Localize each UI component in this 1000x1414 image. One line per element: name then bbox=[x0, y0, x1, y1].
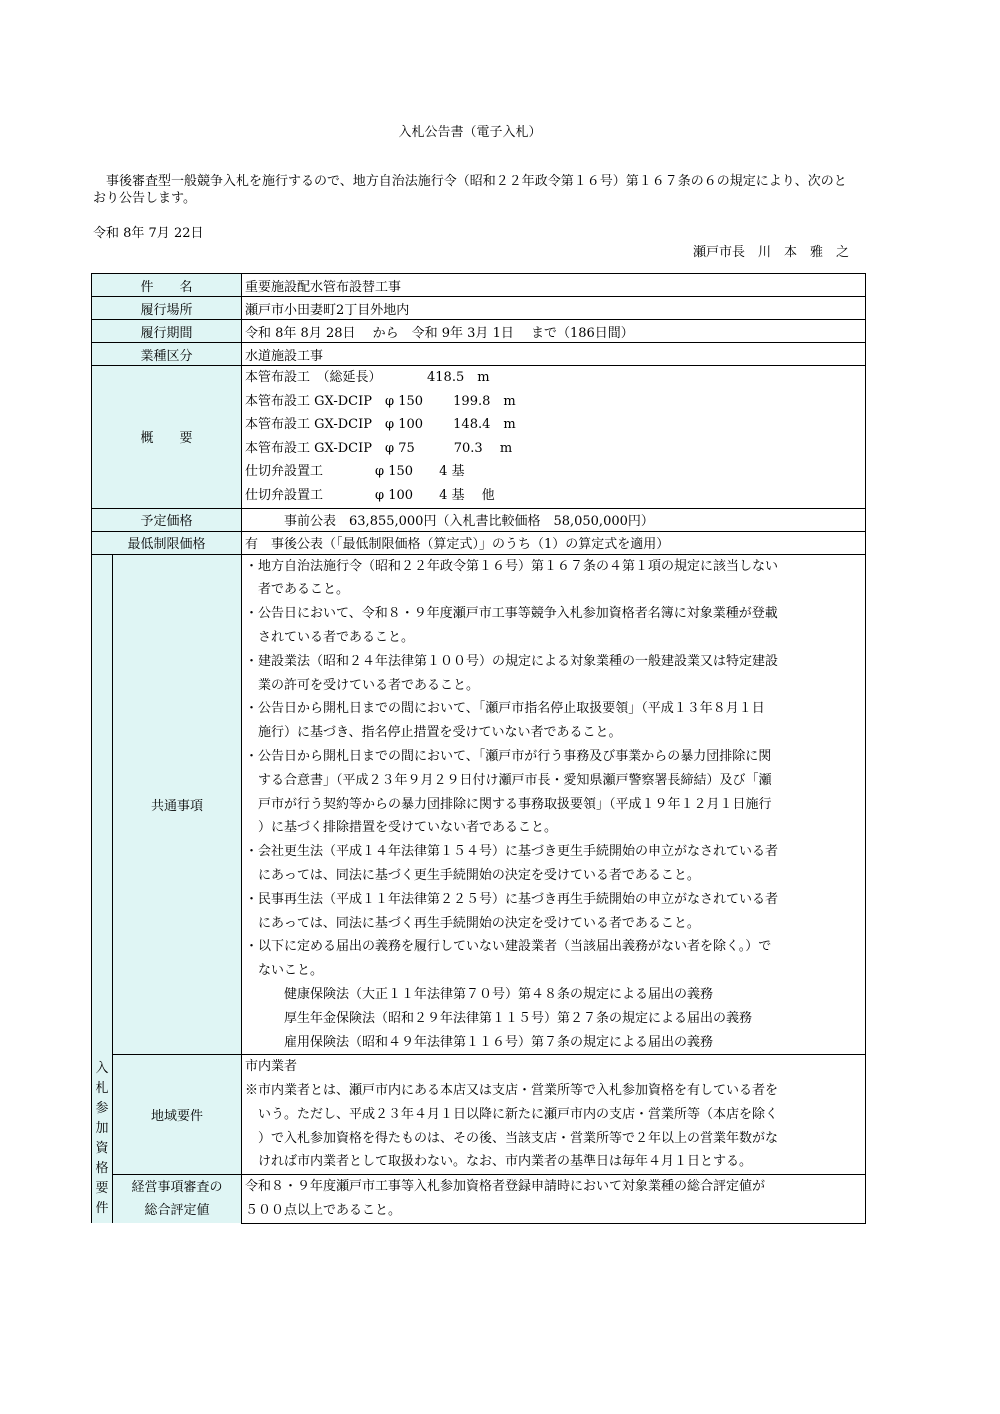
common-line: ・会社更生法（平成１４年法律第１５４号）に基づき更生手続開始の申立がなされている者 bbox=[245, 844, 779, 860]
row-period bbox=[92, 320, 866, 343]
common-line: ・建設業法（昭和２４年法律第１００号）の規定による対象業種の一般建設業又は特定建設 bbox=[245, 653, 779, 669]
common-line: にあっては、同法に基づく更生手続開始の決定を受けている者であること。 bbox=[245, 867, 700, 883]
region-line: ければ市内業者として取扱わない。なお、市内業者の基準日は毎年４月１日とする。 bbox=[245, 1154, 753, 1170]
row-overview bbox=[92, 366, 866, 509]
region-line: いう。ただし、平成２３年４月１日以降に新たに瀬戸市内の支店・営業所等（本店を除く bbox=[245, 1106, 779, 1122]
evaluation-line: 令和８・９年度瀬戸市工事等入札参加資格者登録申請時において対象業種の総合評定値が bbox=[245, 1179, 766, 1195]
overview-line: 本管布設工 GX-DCIP φ 100 148.4 m bbox=[245, 417, 516, 433]
region-label: 地域要件 bbox=[113, 1055, 242, 1175]
evaluation-value bbox=[242, 1175, 866, 1224]
row-place bbox=[92, 297, 866, 320]
overview-label: 概 要 bbox=[92, 366, 242, 509]
overview-line: 本管布設工 GX-DCIP φ 150 199.8 m bbox=[245, 393, 516, 409]
row-region-requirements bbox=[92, 1055, 866, 1175]
issuer-name: 瀬戸市長 川 本 雅 之 bbox=[693, 245, 850, 260]
row-price bbox=[92, 508, 866, 531]
qualification-label-text: 入札参加資格要件 bbox=[95, 1061, 109, 1217]
price-label: 予定価格 bbox=[92, 508, 242, 531]
period-label: 履行期間 bbox=[92, 320, 242, 343]
common-line: 雇用保険法（昭和４９年法律第１１６号）第７条の規定による届出の義務 bbox=[245, 1034, 714, 1050]
common-line: 施行）に基づき、指名停止措置を受けていない者であること。 bbox=[245, 725, 622, 741]
qualification-label bbox=[92, 554, 113, 1223]
row-min-price bbox=[92, 531, 866, 554]
project-name-value: 重要施設配水管布設替工事 bbox=[242, 274, 866, 297]
common-line: する合意書」（平成２３年９月２９日付け瀬戸市長・愛知県瀬戸警察署長締結）及び「瀬 bbox=[245, 772, 772, 788]
common-value bbox=[242, 554, 866, 1055]
overview-line: 仕切弁設置工 φ 150 4 基 bbox=[245, 464, 465, 480]
common-line: 健康保険法（大正１１年法律第７０号）第４８条の規定による届出の義務 bbox=[245, 986, 714, 1002]
common-line: ）に基づく排除措置を受けていない者であること。 bbox=[245, 820, 558, 836]
row-category bbox=[92, 343, 866, 366]
common-line: ・以下に定める届出の義務を履行していない建設業者（当該届出義務がない者を除く。）で bbox=[245, 939, 772, 955]
category-value: 水道施設工事 bbox=[242, 343, 866, 366]
period-value: 令和 8年 8月 28日 から 令和 9年 3月 1日 まで（186日間） bbox=[242, 320, 866, 343]
place-value: 瀬戸市小田妻町2丁目外地内 bbox=[242, 297, 866, 320]
evaluation-label-line: 総合評定値 bbox=[144, 1203, 210, 1219]
bid-details-table bbox=[91, 273, 866, 1224]
place-label: 履行場所 bbox=[92, 297, 242, 320]
common-line: ないこと。 bbox=[245, 963, 324, 979]
overview-line: 本管布設工 （総延長） 418.5 m bbox=[245, 370, 490, 385]
common-label: 共通事項 bbox=[113, 554, 242, 1055]
project-name-label: 件 名 bbox=[92, 274, 242, 297]
overview-line: 仕切弁設置工 φ 100 4 基 他 bbox=[245, 487, 495, 503]
row-project-name bbox=[92, 274, 866, 297]
row-common-requirements bbox=[92, 554, 866, 1055]
overview-value bbox=[242, 366, 866, 509]
evaluation-line: ５００点以上であること。 bbox=[245, 1203, 402, 1219]
region-line: ※市内業者とは、瀬戸市内にある本店又は支店・営業所等で入札参加資格を有している者を bbox=[245, 1083, 779, 1099]
common-line: 戸市が行う契約等からの暴力団排除に関する事務取扱要領」（平成１９年１２月１日施行 bbox=[245, 796, 772, 812]
evaluation-label-line: 経営事項審査の bbox=[131, 1179, 223, 1195]
announcement-date: 令和 8年 7月 22日 bbox=[93, 226, 204, 241]
common-line: されている者であること。 bbox=[245, 629, 415, 645]
evaluation-label bbox=[113, 1175, 242, 1224]
common-line: ・民事再生法（平成１１年法律第２２５号）に基づき再生手続開始の申立がなされている者 bbox=[245, 891, 779, 907]
common-line: 厚生年金保険法（昭和２９年法律第１１５号）第２７条の規定による届出の義務 bbox=[245, 1010, 753, 1026]
common-line: 者であること。 bbox=[245, 582, 350, 598]
region-value bbox=[242, 1055, 866, 1175]
min-price-label: 最低制限価格 bbox=[92, 531, 242, 554]
overview-line: 本管布設工 GX-DCIP φ 75 70.3 m bbox=[245, 440, 513, 456]
common-line: ・公告日において、令和８・９年度瀬戸市工事等競争入札参加資格者名簿に対象業種が登載 bbox=[245, 606, 778, 622]
document-title: 入札公告書（電子入札） bbox=[398, 125, 542, 140]
price-value: 事前公表 63,855,000円（入札書比較価格 58,050,000円） bbox=[242, 508, 866, 531]
common-line: 業の許可を受けている者であること。 bbox=[245, 677, 480, 693]
common-line: ・公告日から開札日までの間において、「瀬戸市指名停止取扱要領」（平成１３年８月１日 bbox=[245, 701, 765, 717]
intro-text: 事後審査型一般競争入札を施行するので、地方自治法施行令（昭和２２年政令第１６号）第１６７条の６の規定により、次のとおり公告します。 bbox=[93, 174, 847, 206]
region-line: ）で入札参加資格を得たものは、その後、当該支店・営業所等で２年以上の営業年数がな bbox=[245, 1130, 779, 1146]
min-price-value: 有 事後公表（「最低制限価格（算定式）」のうち（1）の算定式を適用） bbox=[242, 531, 866, 554]
common-line: ・地方自治法施行令（昭和２２年政令第１６号）第１６７条の４第１項の規定に該当しない bbox=[245, 558, 779, 574]
common-line: ・公告日から開札日までの間において、「瀬戸市が行う事務及び事業からの暴力団排除に関 bbox=[245, 748, 772, 764]
row-evaluation bbox=[92, 1175, 866, 1224]
common-line: にあっては、同法に基づく再生手続開始の決定を受けている者であること。 bbox=[245, 915, 700, 931]
category-label: 業種区分 bbox=[92, 343, 242, 366]
region-line: 市内業者 bbox=[245, 1059, 298, 1075]
